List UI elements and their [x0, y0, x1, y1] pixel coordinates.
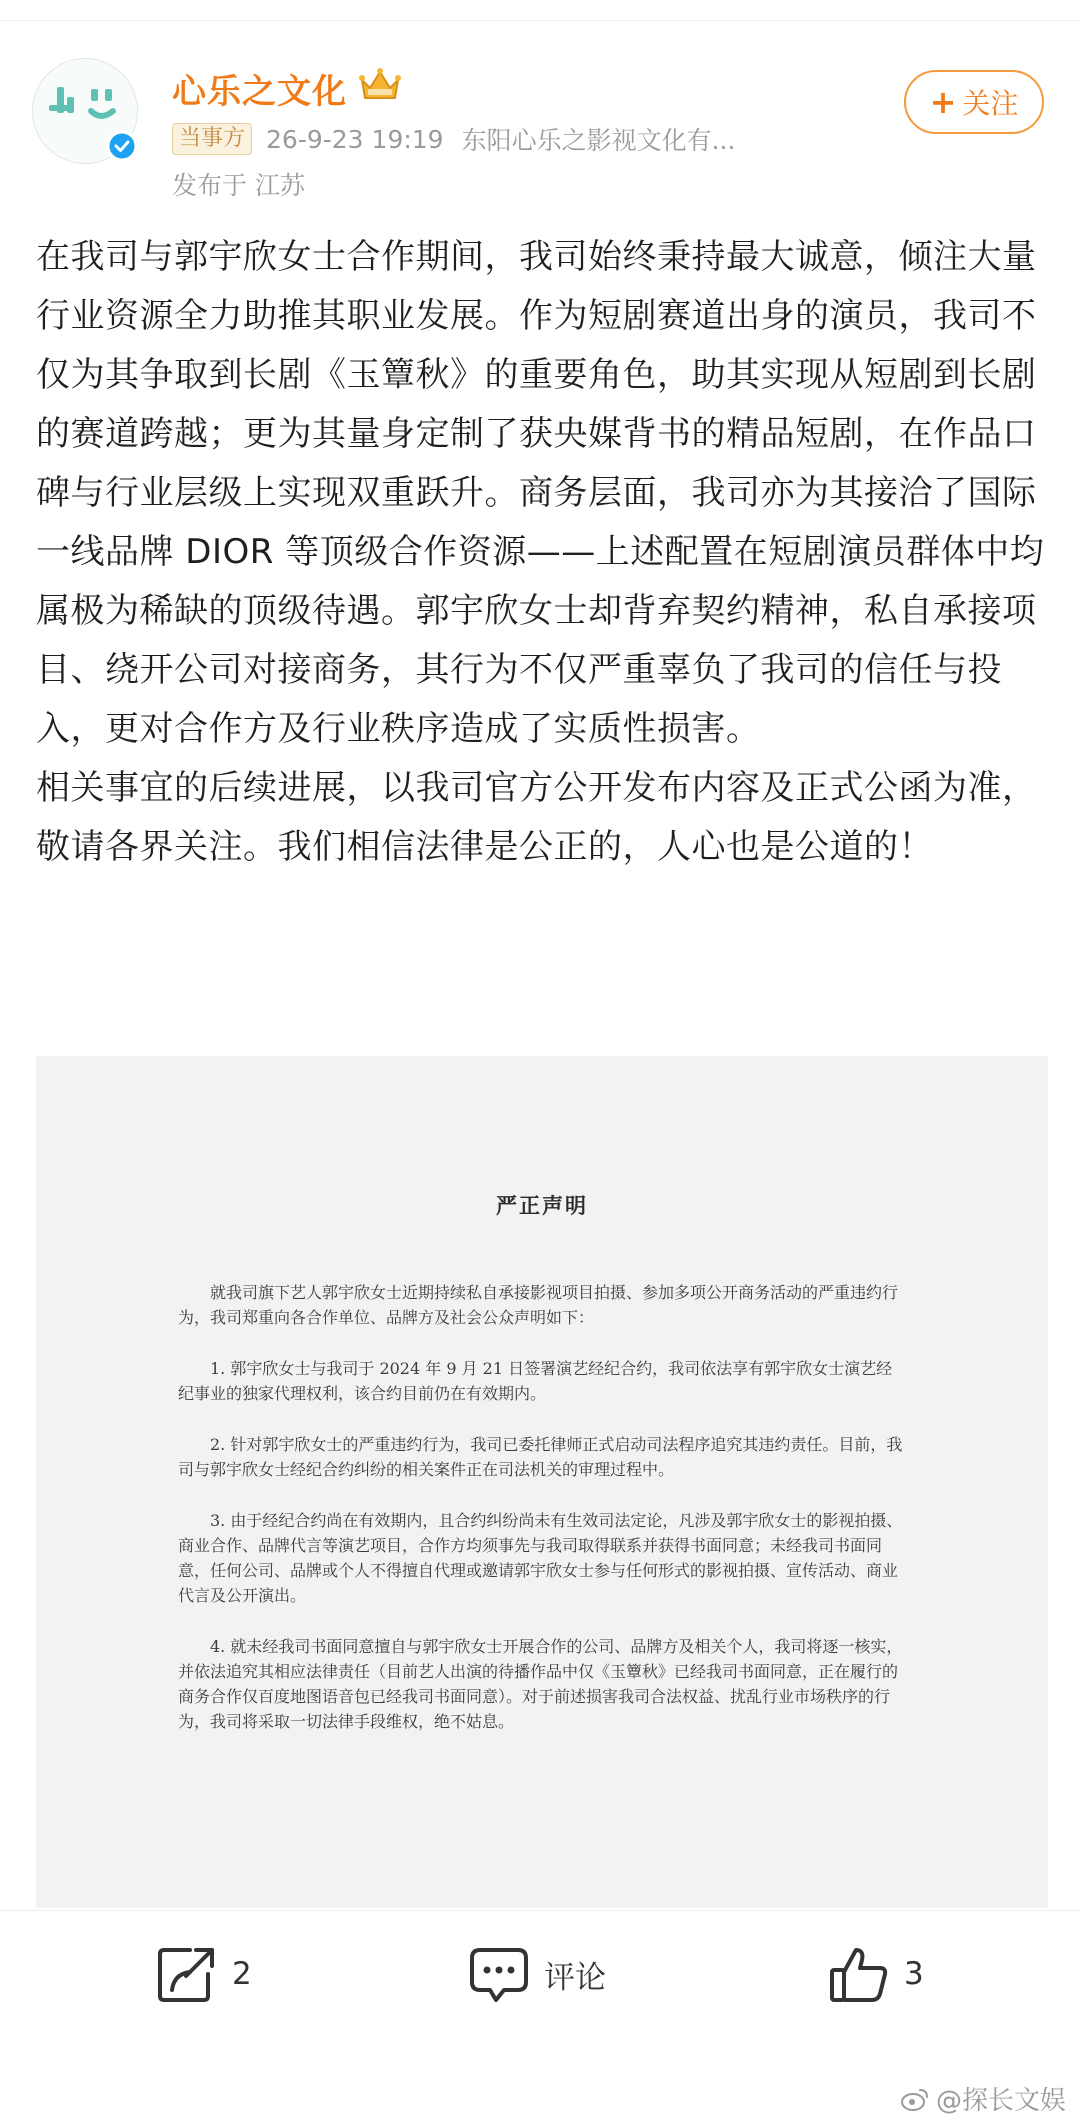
crown-icon	[358, 66, 402, 108]
comment-button[interactable]	[468, 1944, 606, 2004]
repost-button[interactable]	[156, 1944, 252, 2004]
post-paragraph: 在我司与郭宇欣女士合作期间，我司始终秉持最大诚意，倾注大量行业资源全力助推其职业发展。作为短剧赛道出身的演员，我司不仅为其争取到长剧《玉簟秋》的重要角色，助其实现从短剧到长剧的赛道跨越；更为其量身定制了获央媒背书的精品短剧，在作品口碑与行业层级上实现双重跃升。商务层面，我司亦为其接洽了国际一线品牌 DIOR 等顶级合作资源——上述配置在短剧演员群体中均属极为稀缺的顶级待遇。郭宇欣女士却背弃契约精神，私自承接项目、绕开公司对接商务，其行为不仅严重辜负了我司的信任与投入，更对合作方及行业秩序造成了实质性损害。	[36, 237, 1045, 749]
repost-count: 2	[232, 1956, 252, 1992]
post-text	[36, 228, 1048, 877]
post-paragraph: 相关事宜的后续进展，以我司官方公开发布内容及正式公函为准，敬请各界关注。我们相信法律是公正的，人心也是公道的！	[36, 768, 1037, 867]
party-badge: 当事方	[172, 123, 252, 155]
like-count: 3	[904, 1956, 924, 1992]
watermark-text: @探长文娱	[935, 2086, 1066, 2116]
verified-icon	[106, 130, 138, 162]
comment-icon	[468, 1944, 530, 2004]
document-paragraph: 1. 郭宇欣女士与我司于 2024 年 9 月 21 日签署演艺经纪合约，我司依法享有郭宇欣女士演艺经纪事业的独家代理权利，该合约目前仍在有效期内。	[178, 1359, 893, 1403]
like-button[interactable]	[828, 1944, 924, 2004]
weibo-logo-icon	[900, 2086, 930, 2112]
document-paragraph: 3. 由于经纪合约尚在有效期内，且合约纠纷尚未有生效司法定论，凡涉及郭宇欣女士的影视拍摄、商业合作、品牌代言等演艺项目，合作方均须事先与我司取得联系并获得书面同意；未经我司书面同意，任何公司、品牌或个人不得擅自代理或邀请郭宇欣女士参与任何形式的影视拍摄、宣传活动、商业代言及公开演出。	[178, 1511, 903, 1605]
action-bar-divider	[0, 1910, 1080, 1911]
comment-label: 评论	[544, 1959, 606, 1996]
post-location: 发布于 江苏	[172, 171, 305, 200]
post-meta	[172, 122, 735, 156]
plus-icon: +	[929, 83, 957, 121]
attached-document-image[interactable]	[36, 1056, 1048, 1908]
share-icon	[156, 1944, 218, 2004]
author-name[interactable]: 心乐之文化	[172, 72, 347, 112]
follow-label: 关注	[962, 87, 1019, 120]
post-time: 26-9-23 19:19	[266, 124, 444, 154]
thumbs-up-icon	[828, 1944, 890, 2004]
document-body	[178, 1280, 908, 1760]
document-title: 严正声明	[496, 1193, 588, 1218]
document-paragraph: 2. 针对郭宇欣女士的严重违约行为，我司已委托律师正式启动司法程序追究其违约责任。目前，我司与郭宇欣女士经纪合约纠纷的相关案件正在司法机关的审理过程中。	[178, 1435, 903, 1479]
post-source[interactable]: 东阳心乐之影视文化有...	[461, 126, 736, 155]
top-divider	[0, 20, 1080, 21]
watermark	[900, 2080, 1066, 2117]
document-paragraph: 就我司旗下艺人郭宇欣女士近期持续私自承接影视项目拍摄、参加多项公开商务活动的严重违约行为，我司郑重向各合作单位、品牌方及社会公众声明如下：	[178, 1283, 899, 1327]
follow-button[interactable]	[904, 70, 1044, 134]
document-paragraph: 4. 就未经我司书面同意擅自与郭宇欣女士开展合作的公司、品牌方及相关个人，我司将逐一核实，并依法追究其相应法律责任（目前艺人出演的待播作品中仅《玉簟秋》已经我司书面同意，正在履行的商务合作仅百度地图语音包已经我司书面同意）。对于前述损害我司合法权益、扰乱行业市场秩序的行为，我司将采取一切法律手段维权，绝不姑息。	[178, 1637, 903, 1731]
